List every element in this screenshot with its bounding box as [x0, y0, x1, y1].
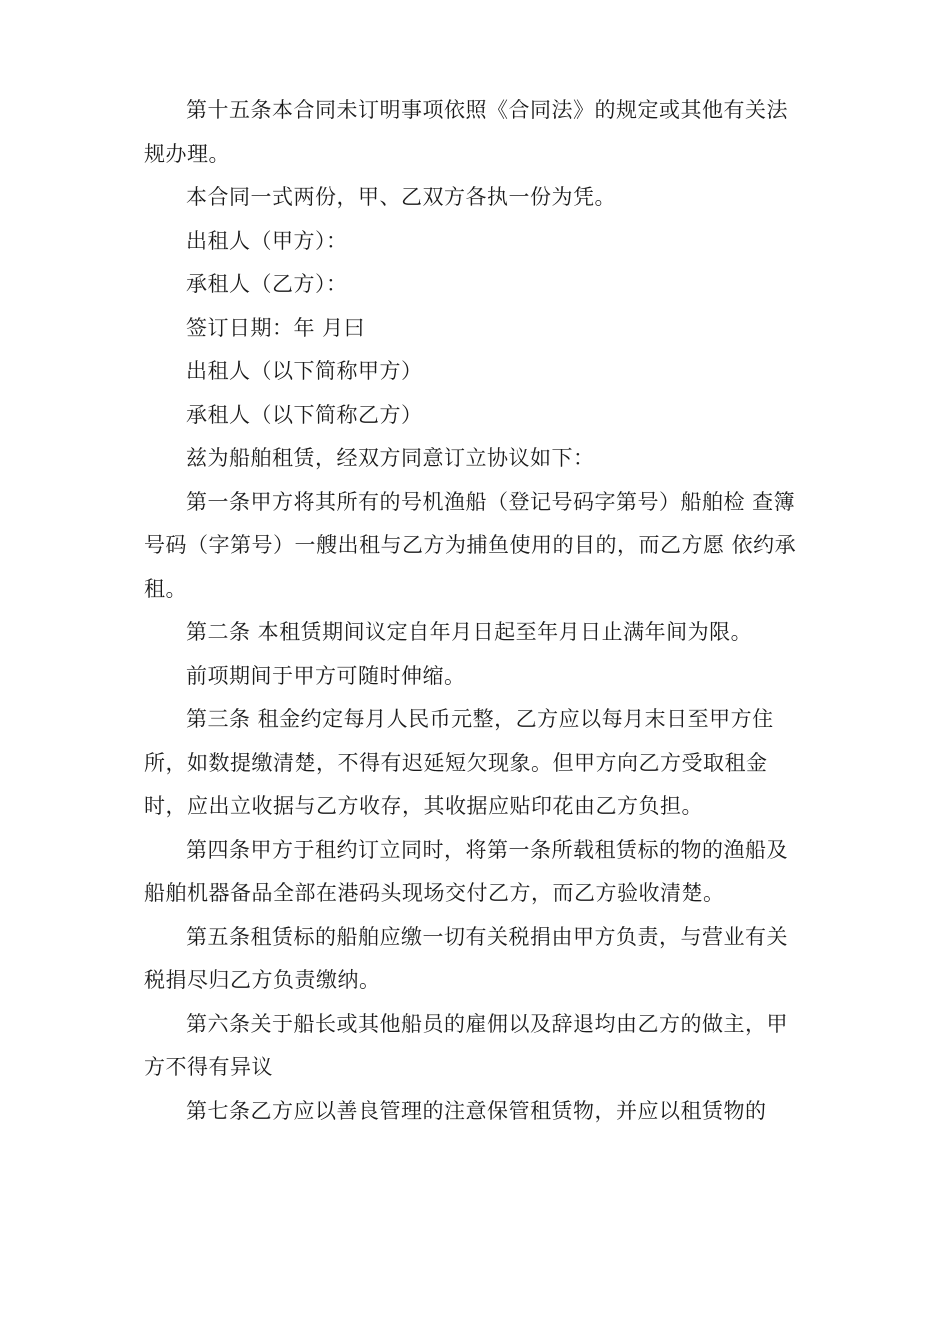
document-page: [144, 89, 808, 1133]
paragraph-copies: 本合同一式两份，甲、乙双方各执一份为凭。: [186, 185, 616, 209]
paragraph-article-4: 第四条甲方于租约订立同时，将第一条所载租赁标的物的渔船及船舶机器备品全部在港码头现场交付乙方，而乙方验收清楚。: [144, 837, 788, 905]
paragraph-article-2-note: 前项期间于甲方可随时伸缩。: [186, 663, 466, 688]
paragraph-article-3: 第三条 租金约定每月人民币元整，乙方应以每月末日至甲方住所，如数提缴清楚，不得有迟延短欠现象。但甲方向乙方受取租金时，应出立收据与乙方收存，其收据应贴印花由乙方负担。: [144, 707, 774, 818]
paragraph-article-5: 第五条租赁标的船舶应缴一切有关税捐由甲方负责，与营业有关税捐尽归乙方负责缴纳。: [144, 924, 788, 992]
paragraph-article-1: 第一条甲方将其所有的号机渔船（登记号码字第号）船舶检 查簿号码（字第号）一艘出租与乙方为捕鱼使用的目的，而乙方愿 依约承租。: [144, 489, 797, 601]
paragraph-lessor-signature: 出租人（甲方）：: [186, 228, 348, 253]
paragraph-lessor-party: 出租人（以下简称甲方）: [186, 359, 423, 383]
paragraph-article-7: 第七条乙方应以善良管理的注意保管租赁物，并应以租赁物的: [186, 1098, 767, 1123]
paragraph-lessee-party: 承租人（以下简称乙方）: [186, 402, 423, 427]
paragraph-signing-date: 签订日期：年 月曰: [186, 315, 366, 340]
paragraph-article-2: 第二条 本租赁期间议定自年月日起至年月日止满年间为限。: [186, 620, 753, 644]
paragraph-preamble: 兹为船舶租赁，经双方同意订立协议如下：: [186, 446, 595, 470]
paragraph-lessee-signature: 承租人（乙方）：: [186, 272, 348, 296]
paragraph-article-15: 第十五条本合同未订明事项依照《合同法》的规定或其他有关法规办理。: [144, 98, 788, 166]
paragraph-article-6: 第六条关于船长或其他船员的雇佣以及辞退均由乙方的做主，甲方不得有异议: [144, 1011, 788, 1079]
